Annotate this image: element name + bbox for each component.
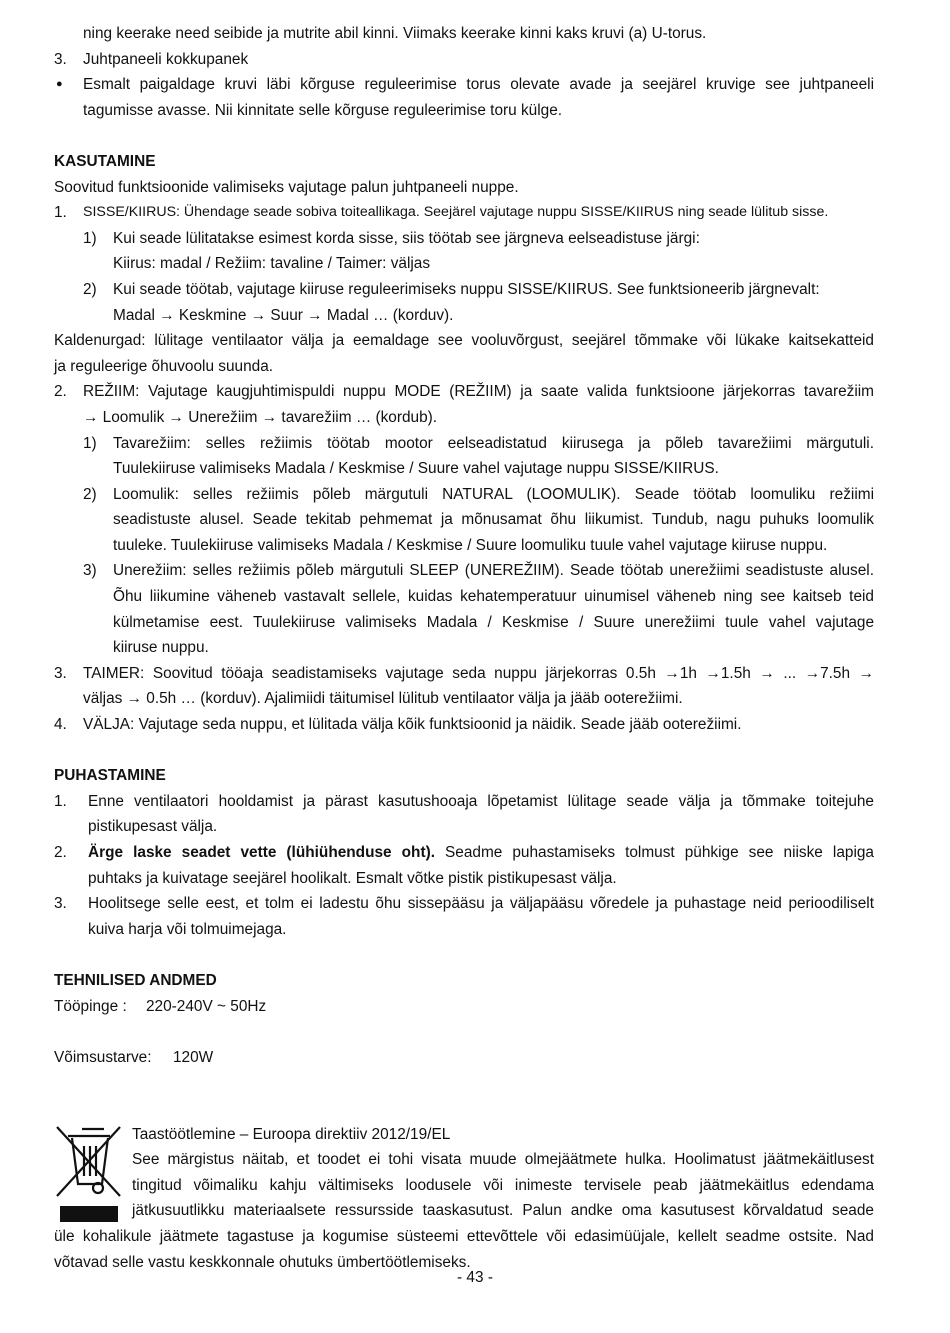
bullet-item	[54, 72, 874, 123]
item-line	[54, 840, 874, 866]
cleaning-item-1	[54, 789, 874, 840]
item-line: REŽIIM: Vajutage kaugjuhtimispuldi nuppu MODE (REŽIIM) ja saate valida funktsioone järjekorras tavarežiim	[83, 383, 874, 401]
item-line: Enne ventilaatori hooldamist ja pärast kasutushooaja lõpetamist lülitage seade välja ja tõmmake toitejuhe	[88, 792, 874, 810]
subitem-line: Loomulik: selles režiimis põleb märgutuli NATURAL (LOOMULIK). Seade töötab loomuliku režiimi	[113, 485, 874, 503]
subitem-line: kiiruse nuppu.	[113, 639, 209, 657]
recycling-line: üle kohalikule jäätmete tagastuse ja kogumise süsteemi ettevõttele või edasimüüjale, kellelt seadme ostsite. Nad	[54, 1227, 874, 1245]
section-heading-specs: TEHNILISED ANDMED	[54, 971, 217, 989]
cleaning-item-3	[54, 891, 874, 942]
subitem-line: tuuleke. Tuulekiiruse valimiseks Madala / Keskmise / Suure loomuliku tuule vahel vajutage kiiruse nuppu.	[113, 536, 828, 554]
spec-voltage	[54, 994, 874, 1045]
intro-line: ning keerake need seibide ja mutrite abil kinni. Viimaks keerake kinni kaks kruvi (a) U-torus.	[83, 25, 707, 42]
warning-text: Ärge laske seadet vette (lühiühenduse oht).	[88, 844, 435, 861]
subitem-line: Madal → Keskmine → Suur → Madal … (korduv).	[113, 306, 454, 324]
assembly-step-3	[54, 47, 874, 73]
recycling-line: tingitud võimaliku kahju vältimiseks loodusele või inimeste tervisele peab jäätmekäitlus edendama	[132, 1176, 874, 1194]
usage-lead: Soovitud funktsioonide valimiseks vajutage palun juhtpaneeli nuppe.	[54, 178, 519, 196]
subitem-number: 1)	[83, 434, 97, 452]
item-text: VÄLJA: Vajutage seda nuppu, et lülitada välja kõik funktsioonid ja näidik. Seade jääb ooterežiimi.	[83, 716, 742, 734]
tilt-paragraph-line: ja reguleerige õhuvoolu suunda.	[54, 357, 274, 375]
subitem-number: 3)	[83, 562, 97, 580]
usage-subitem	[54, 431, 874, 482]
subitem-line: külmetamise eest. Tuulekiiruse valimiseks Madala / Keskmise / Suure unerežiimi tuule vahel vajutage	[113, 613, 874, 631]
recycling-line: See märgistus näitab, et toodet ei tohi visata muude olmejäätmete hulka. Hoolimatust jäätmekäitlusest	[132, 1151, 874, 1169]
item-line: pistikupesast välja.	[88, 818, 218, 836]
spec-value: 120W	[173, 1048, 214, 1066]
recycling-section	[54, 1122, 874, 1276]
usage-subitem	[54, 277, 874, 328]
step-title: Juhtpaneeli kokkupanek	[83, 50, 249, 68]
subitem-line: Kui seade töötab, vajutage kiiruse reguleerimiseks nuppu SISSE/KIIRUS. See funktsioneerib järgnevalt:	[113, 280, 820, 298]
cleaning-item-2	[54, 840, 874, 891]
item-line-rest: Seadme puhastamiseks tolmust pühkige see niiske lapiga	[434, 844, 874, 861]
item-number: 3.	[54, 895, 67, 913]
step-number: 3.	[54, 50, 67, 68]
subitem-line: Kui seade lülitatakse esimest korda sisse, siis töötab see järgneva eelseadistuse järgi:	[113, 229, 700, 247]
recycling-line: jätkusuutlikku materiaalsete ressursside taaskasutust. Palun andke oma kasutusest kõrvaldatud seade	[132, 1202, 874, 1220]
spec-value: 220-240V ~ 50Hz	[146, 997, 267, 1015]
item-line: → Loomulik → Unerežiim → tavarežiim … (kordub).	[83, 408, 438, 426]
usage-item-1	[54, 200, 874, 226]
subitem-line: Tuulekiiruse valimiseks Madala / Keskmise / Suure vahel vajutage nuppu SISSE/KIIRUS.	[113, 460, 719, 478]
spec-label: Tööpinge :	[54, 997, 127, 1015]
subitem-number: 2)	[83, 485, 97, 503]
manual-page	[54, 21, 874, 1275]
usage-subitem	[54, 482, 874, 559]
tilt-paragraph-line: Kaldenurgad: lülitage ventilaator välja ja eemaldage see vooluvõrgust, seejärel tõmmake või lükake kaitsekatteid	[54, 332, 874, 350]
section-heading-usage: KASUTAMINE	[54, 152, 156, 170]
page-number: - 43 -	[457, 1269, 493, 1286]
subitem-line: Tavarežiim: selles režiimis töötab mootor eelseadistatud kiirusega ja põleb tavarežiimi märgutuli.	[113, 434, 874, 452]
subitem-number: 2)	[83, 280, 97, 298]
bullet-icon: ●	[56, 78, 63, 91]
item-number: 1.	[54, 204, 67, 222]
spec-power	[54, 1045, 874, 1096]
recycling-line: võtavad selle vastu keskkonnale ohutuks ümbertöötlemiseks.	[54, 1253, 471, 1271]
subitem-line: Õhu liikumine väheneb vastavalt sellele, kuidas kehatemperatuur uinumisel väheneb ning see kaitseb teid	[113, 588, 874, 606]
item-line: TAIMER: Soovitud tööaja seadistamiseks vajutage seda nuppu järjekorras 0.5h →1h →1.5h → ... →7.5h →	[83, 664, 874, 682]
item-number: 3.	[54, 664, 67, 682]
bullet-line: Esmalt paigaldage kruvi läbi kõrguse reguleerimise torus olevate avade ja seejärel kruvige see juhtpaneeli	[83, 76, 874, 94]
item-number: 1.	[54, 792, 67, 810]
subitem-line: seadistuste alusel. Seade tekitab pehmemat ja mõnusamat õhu liikumist. Tundub, nagu puhuks loomulik	[113, 511, 874, 529]
subitem-line: Unerežiim: selles režiimis põleb märgutuli SLEEP (UNEREŽIIM). Seade töötab unerežiimi seadistuste alusel.	[113, 562, 874, 580]
item-number: 2.	[54, 383, 67, 401]
usage-item-3	[54, 661, 874, 712]
bullet-line: tagumisse avasse. Nii kinnitate selle kõrguse reguleerimise toru külge.	[83, 101, 563, 119]
crossed-out-wheelie-bin-icon	[54, 1124, 124, 1224]
item-number: 2.	[54, 844, 67, 861]
item-line: kuiva harja või tolmuimejaga.	[88, 920, 287, 938]
recycling-title: Taastöötlemine – Euroopa direktiiv 2012/19/EL	[132, 1125, 451, 1143]
section-heading-cleaning: PUHASTAMINE	[54, 767, 166, 785]
subitem-line: Kiirus: madal / Režiim: tavaline / Taimer: väljas	[113, 255, 431, 273]
item-line: puhtaks ja kuivatage seejärel hoolikalt. Esmalt võtke pistik pistikupesast välja.	[88, 869, 617, 887]
item-line: väljas → 0.5h … (korduv). Ajalimiidi täitumisel lülitub ventilaator välja ja jääb ooterežiimi.	[83, 690, 683, 708]
usage-subitem	[54, 226, 874, 277]
usage-item-4	[54, 712, 874, 738]
item-line: Hoolitsege selle eest, et tolm ei ladestu õhu sissepääsu ja väljapääsu võredele ja puhastage neid perioodiliselt	[88, 895, 874, 913]
spec-label: Võimsustarve:	[54, 1048, 152, 1066]
usage-subitem	[54, 558, 874, 660]
usage-item-2	[54, 379, 874, 430]
item-text: SISSE/KIIRUS: Ühendage seade sobiva toiteallikaga. Seejärel vajutage nuppu SISSE/KIIRUS ning seade lülitub sisse.	[83, 204, 829, 221]
item-number: 4.	[54, 716, 67, 734]
subitem-number: 1)	[83, 229, 97, 247]
